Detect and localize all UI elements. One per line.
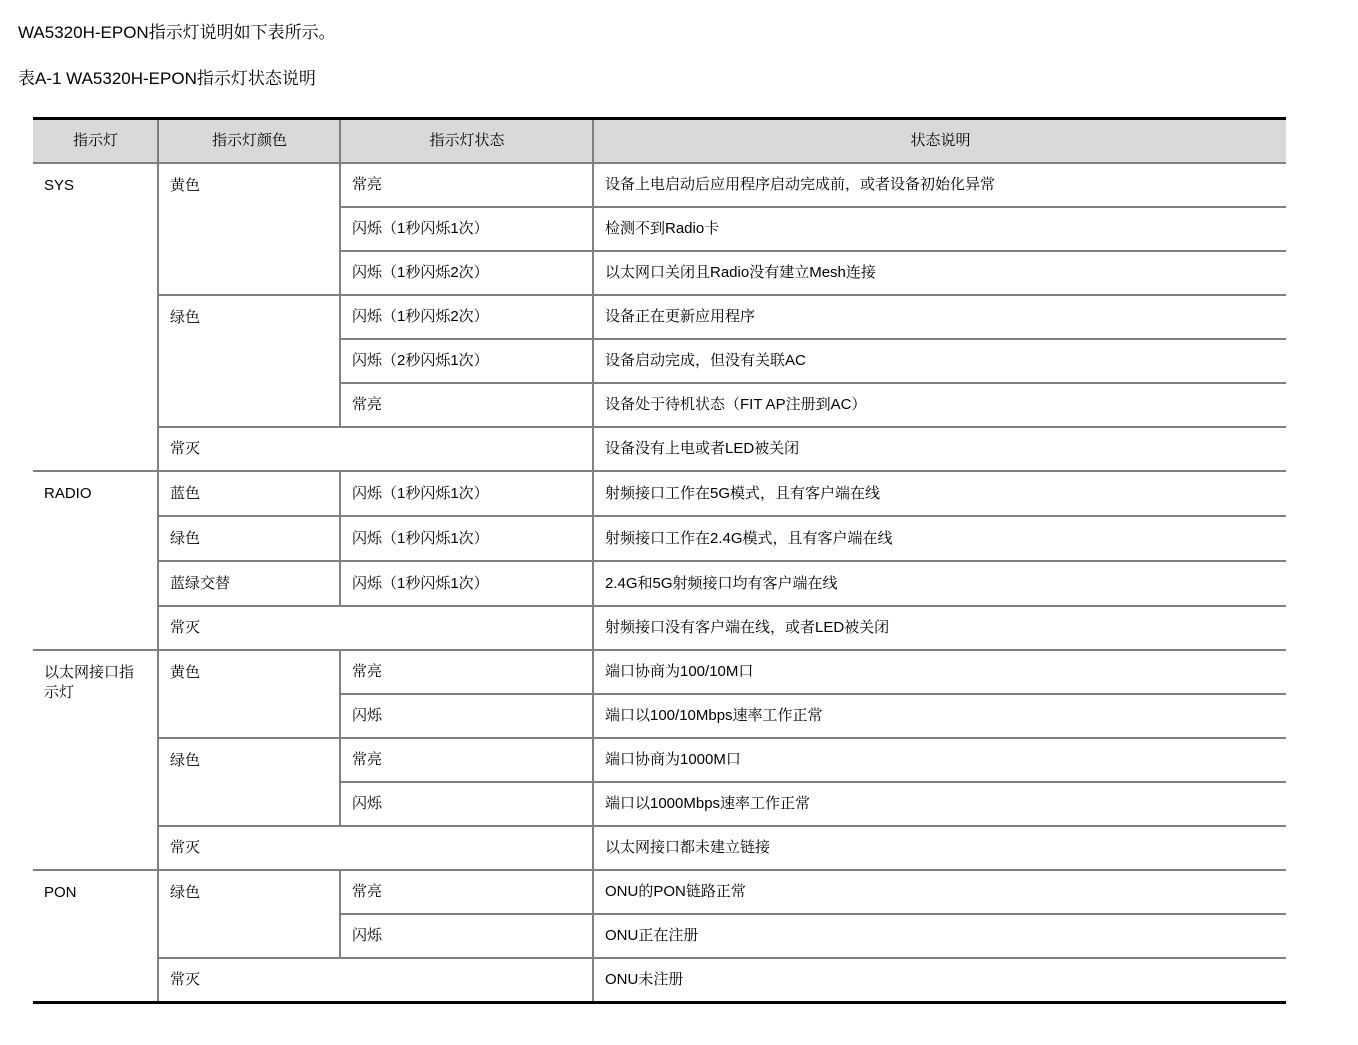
cell-color: 蓝绿交替 <box>158 561 340 606</box>
cell-indicator-radio: RADIO <box>33 471 158 650</box>
cell-description: 2.4G和5G射频接口均有客户端在线 <box>593 561 1286 606</box>
cell-description: 端口以100/10Mbps速率工作正常 <box>593 694 1286 738</box>
cell-description: 射频接口工作在5G模式，且有客户端在线 <box>593 471 1286 516</box>
cell-description: 设备没有上电或者LED被关闭 <box>593 427 1286 471</box>
table-row <box>33 561 1286 606</box>
cell-state: 闪烁（1秒闪烁2次） <box>340 295 593 339</box>
intro-text: WA5320H-EPON指示灯说明如下表所示。 <box>18 23 336 42</box>
cell-indicator-sys: SYS <box>33 163 158 471</box>
cell-description: 端口协商为1000M口 <box>593 738 1286 782</box>
header-color: 指示灯颜色 <box>158 119 340 164</box>
cell-state: 闪烁（1秒闪烁1次） <box>340 516 593 561</box>
table-caption: 表A-1 WA5320H-EPON指示灯状态说明 <box>18 69 316 88</box>
cell-description: ONU的PON链路正常 <box>593 870 1286 914</box>
cell-state-off: 常灭 <box>158 606 593 650</box>
table-row <box>33 295 1286 339</box>
led-status-table <box>33 117 1286 1004</box>
cell-state-off: 常灭 <box>158 427 593 471</box>
cell-state: 闪烁（1秒闪烁2次） <box>340 251 593 295</box>
table-row <box>33 826 1286 870</box>
table-row <box>33 650 1286 694</box>
cell-color: 绿色 <box>158 516 340 561</box>
table-row <box>33 738 1286 782</box>
header-state: 指示灯状态 <box>340 119 593 164</box>
cell-state: 常亮 <box>340 383 593 427</box>
cell-description: ONU未注册 <box>593 958 1286 1003</box>
cell-description: 设备正在更新应用程序 <box>593 295 1286 339</box>
cell-indicator-pon: PON <box>33 870 158 1003</box>
header-description: 状态说明 <box>593 119 1286 164</box>
cell-description: 设备上电启动后应用程序启动完成前，或者设备初始化异常 <box>593 163 1286 207</box>
cell-color: 黄色 <box>158 163 340 295</box>
cell-state: 常亮 <box>340 870 593 914</box>
cell-indicator-ethernet: 以太网接口指示灯 <box>33 650 158 870</box>
cell-description: 射频接口没有客户端在线，或者LED被关闭 <box>593 606 1286 650</box>
table-row <box>33 427 1286 471</box>
cell-state-off: 常灭 <box>158 958 593 1003</box>
cell-state: 常亮 <box>340 738 593 782</box>
cell-color: 蓝色 <box>158 471 340 516</box>
cell-description: 设备启动完成，但没有关联AC <box>593 339 1286 383</box>
table-row <box>33 958 1286 1003</box>
cell-state: 闪烁（1秒闪烁1次） <box>340 471 593 516</box>
cell-description: 以太网口关闭且Radio没有建立Mesh连接 <box>593 251 1286 295</box>
cell-state: 闪烁（1秒闪烁1次） <box>340 207 593 251</box>
cell-state: 闪烁 <box>340 694 593 738</box>
cell-state: 闪烁（2秒闪烁1次） <box>340 339 593 383</box>
table-row <box>33 606 1286 650</box>
cell-state: 闪烁 <box>340 914 593 958</box>
table-row <box>33 870 1286 914</box>
cell-color: 绿色 <box>158 295 340 427</box>
header-indicator: 指示灯 <box>33 119 158 164</box>
table-row <box>33 471 1286 516</box>
cell-color: 绿色 <box>158 870 340 958</box>
table-header-row <box>33 119 1286 164</box>
table-row <box>33 516 1286 561</box>
cell-description: ONU正在注册 <box>593 914 1286 958</box>
cell-color: 黄色 <box>158 650 340 738</box>
cell-description: 检测不到Radio卡 <box>593 207 1286 251</box>
cell-state: 闪烁（1秒闪烁1次） <box>340 561 593 606</box>
cell-description: 端口以1000Mbps速率工作正常 <box>593 782 1286 826</box>
cell-color: 绿色 <box>158 738 340 826</box>
cell-description: 设备处于待机状态（FIT AP注册到AC） <box>593 383 1286 427</box>
cell-description: 端口协商为100/10M口 <box>593 650 1286 694</box>
cell-description: 以太网接口都未建立链接 <box>593 826 1286 870</box>
table-row <box>33 163 1286 207</box>
cell-state: 闪烁 <box>340 782 593 826</box>
cell-state: 常亮 <box>340 163 593 207</box>
cell-description: 射频接口工作在2.4G模式，且有客户端在线 <box>593 516 1286 561</box>
cell-state-off: 常灭 <box>158 826 593 870</box>
cell-state: 常亮 <box>340 650 593 694</box>
